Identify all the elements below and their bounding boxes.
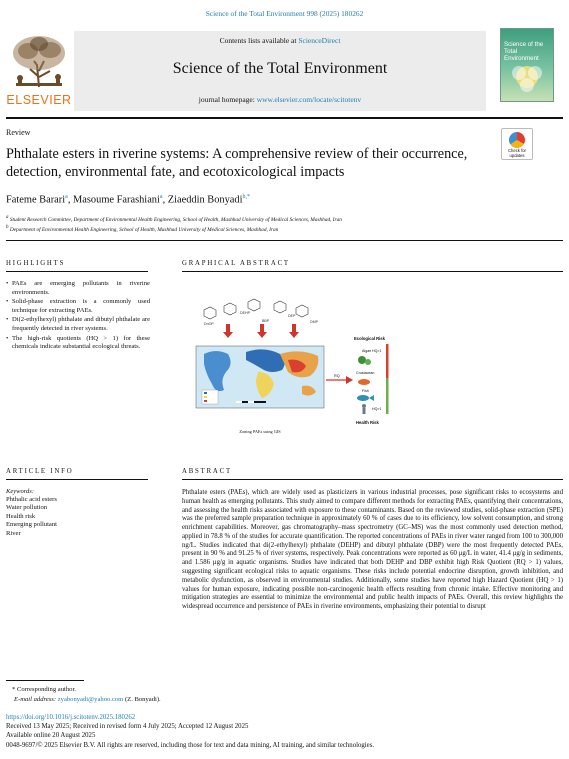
publication-info (6, 713, 374, 750)
fish-icon (357, 395, 374, 401)
received-dates: Received 13 May 2025; Received in revised form 4 July 2025; Accepted 12 August 2025 (6, 723, 249, 731)
hq-label: HQ>1 (372, 407, 382, 411)
author-affil-mark[interactable]: b,* (242, 194, 251, 200)
contents-line (74, 36, 486, 45)
journal-header-box (74, 31, 486, 111)
red-arrows (223, 324, 299, 338)
affiliation-item (6, 224, 342, 234)
world-map (196, 346, 324, 408)
keyword-item[interactable]: Health risk (6, 512, 36, 520)
ecological-risk-label: Ecological Risk (354, 336, 385, 341)
highlights-rule (6, 271, 148, 272)
compound-label: DnOP (204, 322, 214, 326)
homepage-line (74, 95, 486, 104)
author-name[interactable]: Masoume Farashiani (73, 194, 160, 206)
abstract-text: Phthalate esters (PAEs), which are widely used as plasticizers in various industrial processes, pose significant risks to ecosystems and human health as emerging pollutants. This study aimed to compare different methods for extracting PAEs, quantifying their concentrations, and assessing the health risks associated with exposure to these contaminants. Based on the reviewed studies, solid-phase extraction (SPE) was the preferred sample preparation technique in approximately 60 % of cases due to its efficiency, low solvent consumption, and strong enrichment capabilities. Moreover, gas chromatography–mass spectrometry (GC–MS) was the most commonly used detection method, applied in 78.8 % of the studies for accurate quantification. The reported concentrations of PAEs in river water ranged from 100 to 300,000 ng/L. Studies indicated that di(2-ethylhexyl) phthalate (DEHP) and dibutyl phthalate (DBP) were the most frequently detected PAEs, present in 90 % and 91.25 % of river systems, respectively. Peak concentrations were reported as 60 μg/L in water, 41.4 μg/g in sediments, and 1.586 μg/g in aquatic organisms. Studies have indicated that both DEHP and DBP exhibit high Risk Quotient (RQ > 1) values, suggesting significant ecological risks to aquatic organisms. These risks include potential endocrine disruption, growth inhibition, and metabolic dysfunction, as observed in environmental studies. Additionally, some studies have reported high Hazard Quotient (HQ > 1) values for human exposure, indicating possible non-carcinogenic health effects resulting from chronic intake. Effective monitoring and mitigation strategies are essential to minimize the environmental and public health impacts of PAEs. Overall, this review highlights the widespread occurrence and persistence of PAEs in riverine environments, emphasizing their potential to disrupt (182, 489, 563, 611)
rq-label: RQ (334, 374, 340, 378)
article-info-heading: ARTICLE INFO (6, 468, 74, 475)
footnotes (6, 685, 161, 704)
keyword-item[interactable]: Water pollution (6, 504, 48, 512)
corresponding-label: Corresponding author. (16, 686, 76, 693)
contents-prefix: Contents lists available at (219, 36, 299, 45)
journal-cover-image[interactable] (500, 28, 554, 102)
algae-icon (358, 356, 371, 365)
corresponding-mark: * (12, 686, 16, 693)
elsevier-wordmark: ELSEVIER (6, 93, 72, 107)
keywords-title: Keywords: (6, 488, 34, 495)
graphical-abstract-figure[interactable] (176, 298, 396, 438)
compound-label: DEHP (240, 311, 250, 315)
header-rule (6, 117, 563, 119)
species-label: Algae (362, 349, 372, 353)
highlight-item: • Solid-phase extraction is a commonly used technique for extracting PAEs. (6, 298, 150, 315)
graphical-abstract-heading: GRAPHICAL ABSTRACT (182, 260, 290, 267)
author-name[interactable]: Fateme Barari (6, 194, 66, 206)
footnote-rule (6, 680, 84, 681)
cover-title: Science of the Total Environment (504, 41, 544, 62)
keyword-item[interactable]: Phthalic acid esters (6, 496, 57, 503)
affiliation-item (6, 214, 342, 224)
highlight-item: • PAEs are emerging pollutants in riverine environments. (6, 280, 150, 297)
keyword-item[interactable]: Emerging pollutant (6, 521, 57, 529)
crossmark-label: Check for updates (508, 148, 526, 158)
author-affil-mark[interactable]: a (159, 194, 163, 200)
article-title: Phthalate esters in riverine systems: A comprehensive review of their occurrence, detection, environmental fate, and ecotoxicological impacts (6, 146, 468, 180)
highlights-heading: HIGHLIGHTS (6, 260, 66, 267)
risk-scale-bar (386, 344, 389, 414)
human-icon (362, 404, 366, 414)
affiliation-mark: a (6, 215, 9, 220)
graphical-abstract-rule (182, 271, 563, 272)
keyword-item[interactable]: River (6, 529, 21, 537)
affiliation-text: Department of Environmental Health Engineering, School of Health, Mashhad University of Medical Sciences, Mashhad, Iran (9, 226, 279, 233)
highlight-item: • Di(2-ethylhexyl) phthalate and dibutyl phthalate are frequently detected in river systems. (6, 316, 150, 333)
author-name[interactable]: Ziaeddin Bonyadi (167, 194, 243, 206)
article-type: Review (6, 128, 31, 137)
sciencedirect-link[interactable]: ScienceDirect (298, 36, 341, 45)
journal-citation-link[interactable]: Science of the Total Environment 998 (2025) 180262 (205, 9, 364, 18)
copyright-line: 0048-9697/© 2025 Elsevier B.V. All rights are reserved, including those for text and data mining, AI training, and similar technologies. (6, 741, 375, 749)
highlight-item: • The high-risk quotients (HQ > 1) for these chemicals indicate substantial ecological threats. (6, 335, 150, 352)
journal-title: Science of the Total Environment (172, 60, 388, 77)
journal-homepage-link[interactable]: www.elsevier.com/locate/scitotenv (256, 95, 362, 104)
compound-label: DEP (288, 314, 296, 318)
abstract-heading: ABSTRACT (182, 468, 232, 475)
email-label: E-mail address: (14, 695, 57, 703)
doi-link[interactable]: https://doi.org/10.1016/j.scitotenv.2025.180262 (6, 714, 136, 721)
author-email-link[interactable]: zyabonyadi@yahoo.com (57, 695, 124, 703)
keywords-list (6, 496, 57, 538)
compound-label: DMP (310, 320, 318, 324)
author-separator: , (67, 194, 74, 206)
hq-label: HQ>1 (372, 349, 382, 353)
species-label: Fish (362, 389, 369, 393)
journal-masthead (6, 25, 563, 110)
check-for-updates-badge[interactable] (501, 128, 533, 160)
health-risk-label: Health Risk (356, 420, 379, 425)
section-rule (6, 240, 563, 241)
affiliations (6, 214, 342, 234)
highlights-list (6, 280, 150, 353)
graphical-abstract-caption: Zoning PAEs using GIS (239, 429, 281, 434)
author-list (6, 194, 250, 205)
email-suffix: (Z. Bonyadi). (124, 695, 161, 703)
corresponding-author-note (6, 685, 161, 695)
article-info-rule (6, 479, 148, 480)
email-note (6, 695, 161, 705)
homepage-prefix: journal homepage: (198, 95, 257, 104)
compound-label: BBP (262, 319, 270, 323)
crustacean-icon (358, 379, 370, 385)
affiliation-mark: b (6, 224, 9, 230)
species-label: Crustacean (356, 371, 375, 375)
author-separator: , (162, 194, 168, 206)
author-affil-mark[interactable]: a (65, 194, 68, 200)
affiliation-text: Student Research Committee, Department of Environmental Health Engineering, School of Health, Mashhad University of Medical Sciences, Mashhad, Iran (9, 216, 342, 223)
crossmark-icon (509, 132, 525, 148)
abstract-rule (182, 479, 563, 480)
available-online: Available online 20 August 2025 (6, 732, 96, 740)
